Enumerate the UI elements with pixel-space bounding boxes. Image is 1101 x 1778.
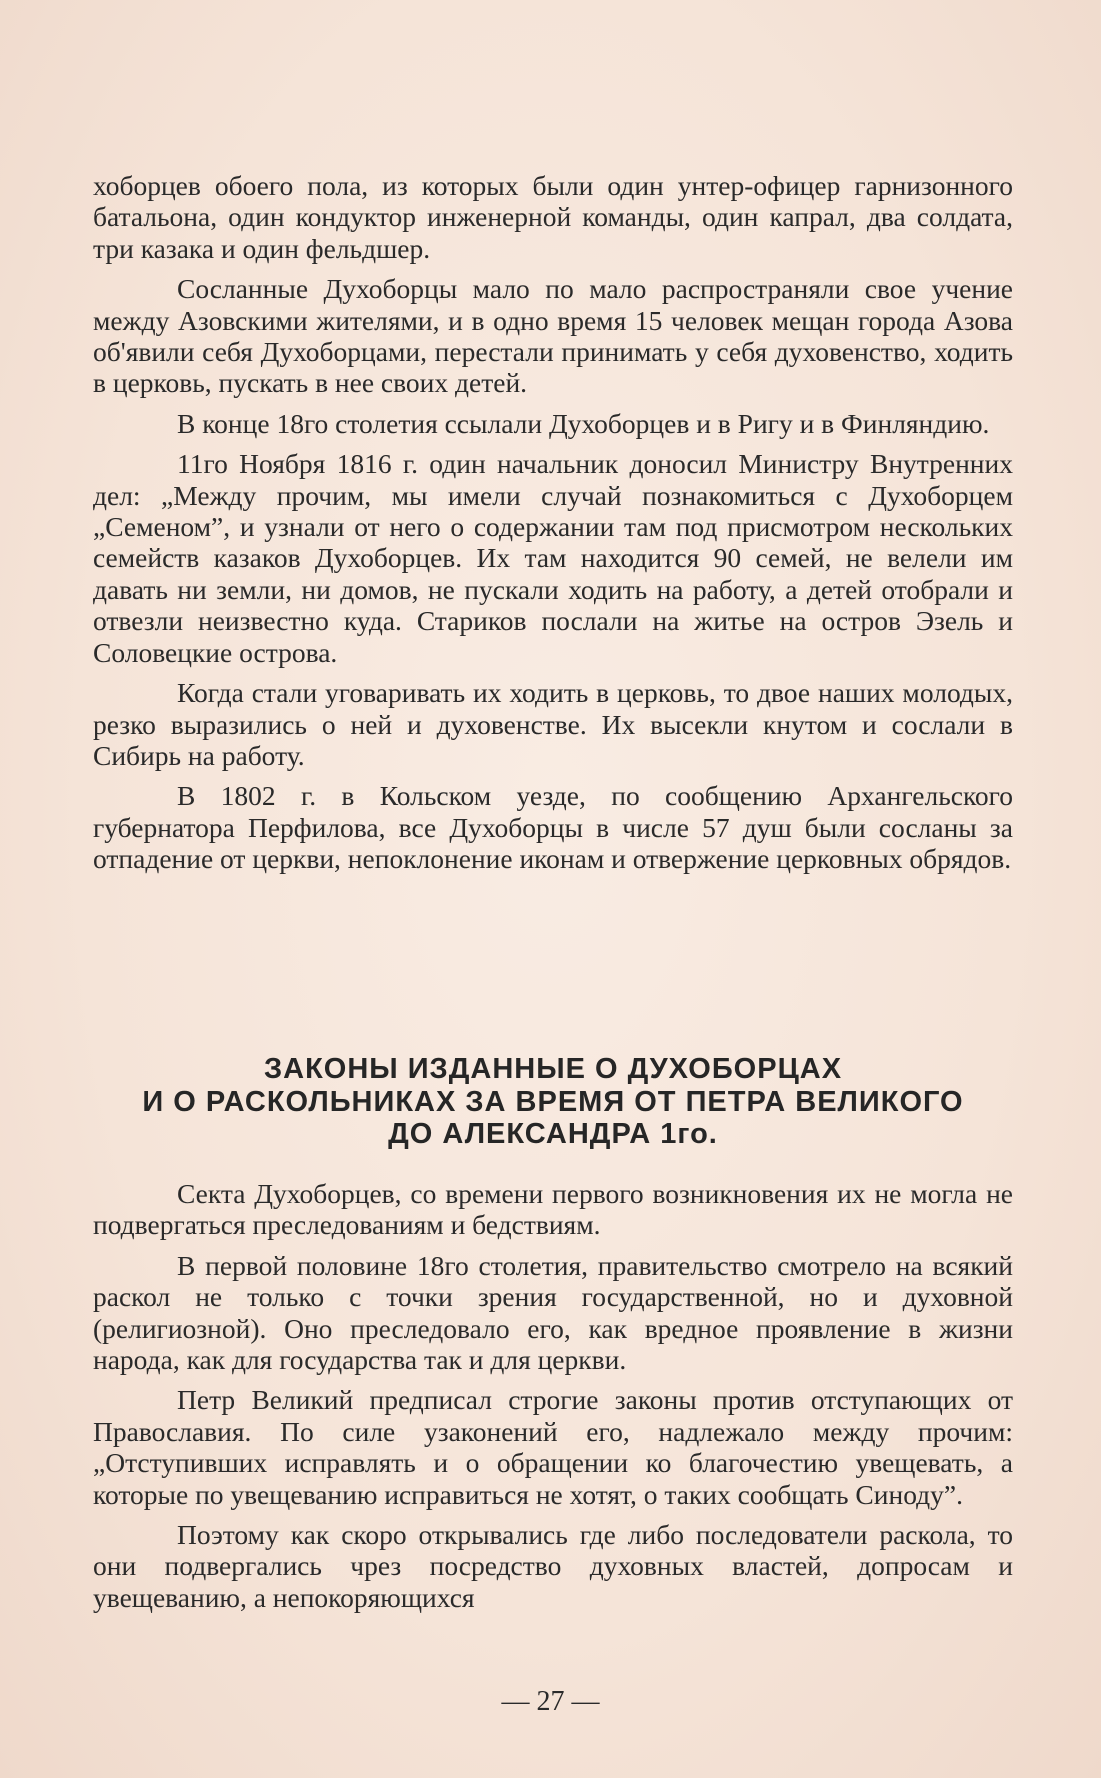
paragraph: В конце 18го столетия ссылали Духоборцев и в Ригу и в Финляндию.: [177, 407, 990, 439]
paragraph: Когда стали уговаривать их ходить в церковь, то двое наших молодых, резко выразились о ней и духовенстве. Их высекли кнутом и сослали в Сибирь на работу.: [93, 677, 1013, 771]
page-number: — 27 —: [501, 1686, 600, 1717]
section-heading: [93, 1053, 1013, 1151]
section-heading-line: И О РАСКОЛЬНИКАХ ЗА ВРЕМЯ ОТ ПЕТРА ВЕЛИКОГО: [142, 1085, 964, 1118]
paragraph: Петр Великий предписал строгие законы против отступающих от Православия. По силе узаконений его, надлежало между прочим: „Отступивших исправлять и о обращении ко благочестию увещевать, а которые по увещеванию исправиться не хотят, о таких сообщать Синоду”.: [93, 1384, 1013, 1510]
paragraph: В 1802 г. в Кольском уезде, по сообщению Архангельского губернатора Перфилова, все Духоборцы в числе 57 душ были сосланы за отпадение от церкви, непоклонение иконам и отвержение церковных обрядов.: [93, 780, 1013, 875]
section-heading-line: ЗАКОНЫ ИЗДАННЫЕ О ДУХОБОРЦАХ: [263, 1053, 843, 1085]
section-heading-line: ДО АЛЕКСАНДРА 1го.: [388, 1118, 718, 1150]
body-text-top: [93, 170, 1013, 875]
paragraph: Секта Духоборцев, со времени первого возникновения их не могла не подвергаться преследованиям и бедствиям.: [93, 1178, 1013, 1241]
paragraph: 11го Ноября 1816 г. один начальник доносил Министру Внутренних дел: „Между прочим, мы имели случай познакомиться с Духоборцем „Семеном”, и узнали от него о содержании там под присмотром нескольких семейств казаков Духоборцев. Их там находится 90 семей, не велели им давать ни земли, ни домов, не пускали ходить на работу, а детей отобрали и отвезли неизвестно куда. Стариков послали на житье на остров Эзель и Соловецкие острова.: [93, 448, 1013, 668]
paragraph: Поэтому как скоро открывались где либо последователи раскола, то они подвергались чрез посредство духовных властей, допросам и увещеванию, а непокоряющихся: [93, 1519, 1013, 1613]
paragraph: В первой половине 18го столетия, правительство смотрело на всякий раскол не только с точки зрения государственной, но и духовной (религиозной). Оно преследовало его, как вредное проявление в жизни народа, как для государства так и для церкви.: [93, 1249, 1013, 1376]
paragraph: хоборцев обоего пола, из которых были один унтер-офицер гарнизонного батальона, один кондуктор инженерной команды, один капрал, два солдата, три казака и один фельдшер.: [93, 170, 1013, 264]
body-text-bottom: [93, 1178, 1013, 1613]
paragraph: Сосланные Духоборцы мало по мало распространяли свое учение между Азовскими жителями, и в одно время 15 человек мещан города Азова об'явили себя Духоборцами, перестали принимать у себя духовенство, ходить в церковь, пускать в нее своих детей.: [93, 273, 1013, 399]
